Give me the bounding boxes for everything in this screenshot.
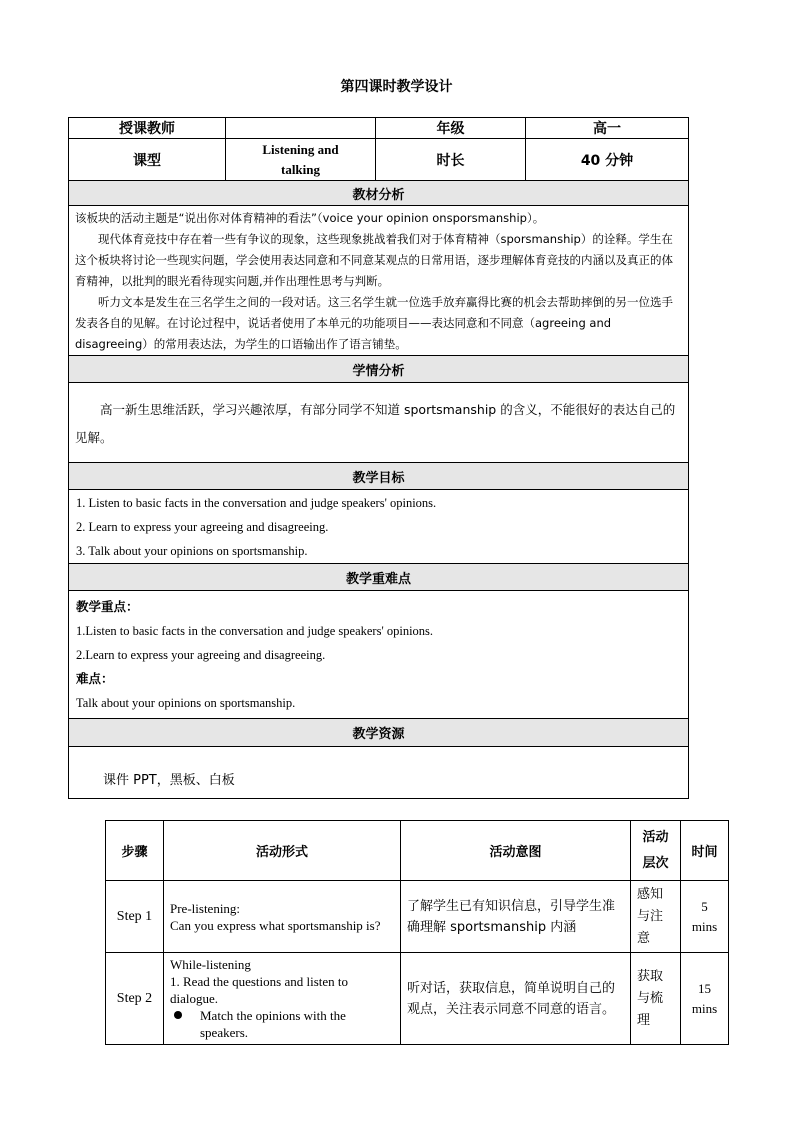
table-row xyxy=(106,881,729,953)
teaching-process-table xyxy=(105,820,729,1045)
objective-item: 2. Learn to express your agreeing and disagreeing. xyxy=(76,519,329,534)
activity-title: While-listening xyxy=(170,957,251,972)
type-label: 课型 xyxy=(69,139,226,181)
header-step: 步骤 xyxy=(106,821,164,881)
table-row xyxy=(106,953,729,1045)
lesson-info-table xyxy=(68,117,689,799)
duration-label: 时长 xyxy=(376,139,526,181)
material-paragraph: 现代体育竞技中存在着一些有争议的现象，这些现象挑战着我们对于体育精神（sporsmanship）的诠释。学生在这个板块将讨论一些现实问题，学会使用表达同意和不同意某观点的日常用语，逐步理解体育竞技的内涵以及真正的体育精神，以批判的眼光看待现实问题,并作出理性思考与判断。 xyxy=(75,232,673,288)
learner-analysis-text: 高一新生思维活跃，学习兴趣浓厚，有部分同学不知道 sportsmanship 的含义，不能很好的表达自己的见解。 xyxy=(75,401,676,445)
step-cell: Step 1 xyxy=(106,881,164,953)
difficult-points-label: 难点： xyxy=(76,670,114,686)
material-analysis-body xyxy=(69,206,689,356)
activity-line: 1. Read the questions and listen to dialogue. xyxy=(170,974,349,1006)
learner-analysis-heading: 学情分析 xyxy=(69,356,689,383)
material-analysis-heading: 教材分析 xyxy=(69,181,689,206)
time-value: 15 mins xyxy=(691,980,718,1016)
key-points-body xyxy=(69,591,689,719)
grade-value: 高一 xyxy=(526,118,689,139)
activity-cell xyxy=(164,953,401,1045)
material-paragraph: 该板块的活动主题是“说出你对体育精神的看法”（voice your opinion onsporsmanship）。 xyxy=(75,211,545,225)
header-time: 时间 xyxy=(681,821,729,881)
material-paragraph: 听力文本是发生在三名学生之间的一段对话。这三名学生就一位选手放弃赢得比赛的机会去帮助摔倒的另一位选手发表各自的见解。在讨论过程中，说话者使用了本单元的功能项目——表达同意和不同意（agreeing and disagreeing）的常用表达法，为学生的口语输出作了语言铺垫。 xyxy=(75,295,673,351)
header-activity: 活动形式 xyxy=(164,821,401,881)
intent-cell: 听对话，获取信息，简单说明自己的观点，关注表示同意不同意的语言。 xyxy=(401,953,631,1045)
level-cell: 感知与注意 xyxy=(631,881,681,953)
activity-cell xyxy=(164,881,401,953)
activity-bullet xyxy=(170,1007,394,1041)
objectives-body xyxy=(69,490,689,564)
key-points-label: 教学重点： xyxy=(76,598,139,614)
intent-cell: 了解学生已有知识信息，引导学生准确理解 sportsmanship 内涵 xyxy=(401,881,631,953)
key-points-heading: 教学重难点 xyxy=(69,564,689,591)
level-cell: 获取与梳理 xyxy=(631,953,681,1045)
activity-bullet-text: Match the opinions with the speakers. xyxy=(200,1008,346,1040)
objective-item: 1. Listen to basic facts in the conversation and judge speakers' opinions. xyxy=(76,495,437,510)
duration-value: 40 分钟 xyxy=(526,139,689,181)
objective-item: 3. Talk about your opinions on sportsmanship. xyxy=(76,543,308,558)
type-value xyxy=(226,139,376,181)
bullet-dot-icon xyxy=(174,1011,182,1019)
activity-title: Pre-listening: xyxy=(170,900,241,916)
type-value-text: Listening and talking xyxy=(262,141,339,177)
teacher-label: 授课教师 xyxy=(69,118,226,139)
key-point-item: 2.Learn to express your agreeing and disagreeing. xyxy=(76,647,326,662)
step-cell: Step 2 xyxy=(106,953,164,1045)
difficult-point-item: Talk about your opinions on sportsmanship. xyxy=(76,695,296,710)
key-point-item: 1.Listen to basic facts in the conversation and judge speakers' opinions. xyxy=(76,623,434,638)
time-cell xyxy=(681,953,729,1045)
resources-text: 课件 PPT，黑板、白板 xyxy=(103,773,235,788)
grade-label: 年级 xyxy=(376,118,526,139)
activity-line: Can you express what sportsmanship is? xyxy=(170,917,381,933)
resources-body xyxy=(69,747,689,799)
header-intent: 活动意图 xyxy=(401,821,631,881)
document-title: 第四课时教学设计 xyxy=(340,79,453,95)
objectives-heading: 教学目标 xyxy=(69,463,689,490)
time-cell xyxy=(681,881,729,953)
learner-analysis-body xyxy=(69,383,689,463)
time-value: 5 mins xyxy=(691,898,718,934)
resources-heading: 教学资源 xyxy=(69,719,689,747)
header-level: 活动层次 xyxy=(631,821,681,881)
teacher-value xyxy=(226,118,376,139)
